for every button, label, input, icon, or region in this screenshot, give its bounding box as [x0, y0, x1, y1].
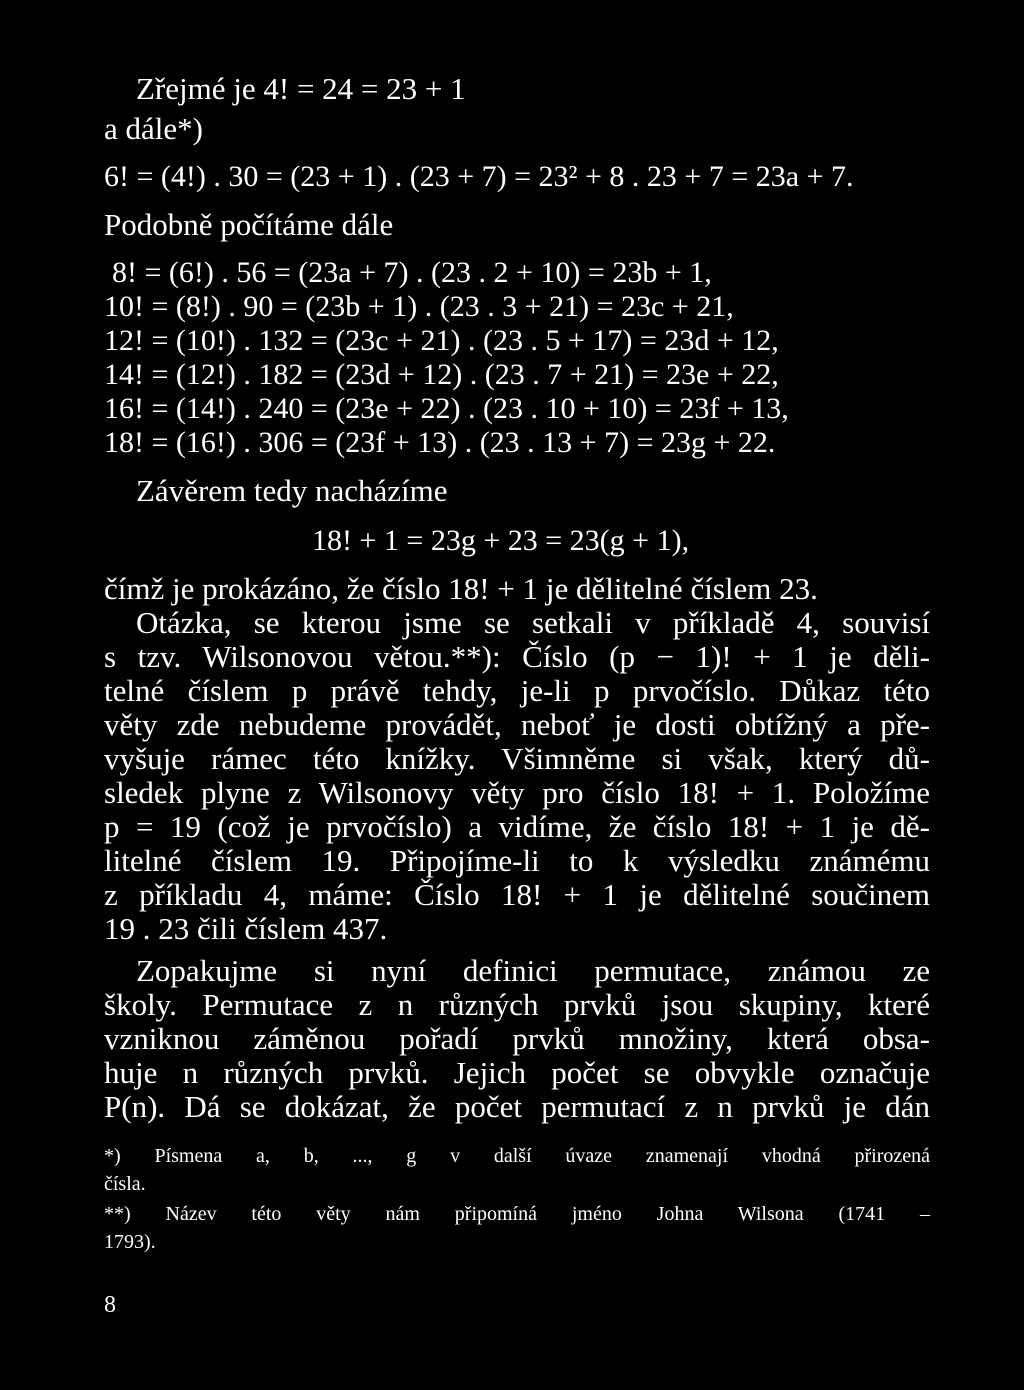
footnote-1: *) Písmena a, b, ..., g v další úvaze znamenají vhodná přirozená — [104, 1145, 930, 1167]
text-line-1: Zřejmé je 4! = 24 = 23 + 1 — [136, 71, 466, 106]
formula-6-factorial: 6! = (4!) . 30 = (23 + 1) . (23 + 7) = 23² + 8 . 23 + 7 = 23a + 7. — [104, 160, 854, 193]
text-line-21: litelné číslem 19. Připojíme-li to k výsledku známému — [104, 843, 930, 878]
text-line-16: telné číslem p právě tehdy, je-li p prvočíslo. Důkaz této — [104, 673, 930, 708]
text-line-19: sledek plyne z Wilsonovy věty pro číslo 18! + 1. Položíme — [104, 775, 930, 810]
text-line-4: Podobně počítáme dále — [104, 207, 394, 242]
text-line-18: vyšuje rámec této knížky. Všimněme si však, který dů- — [104, 741, 930, 776]
text-line-28: P(n). Dá se dokázat, že počet permutací z n prvků je dán — [104, 1089, 930, 1124]
formula-conclusion: 18! + 1 = 23g + 23 = 23(g + 1), — [312, 524, 690, 557]
formula-12-factorial: 12! = (10!) . 132 = (23c + 21) . (23 . 5 + 17) = 23d + 12, — [104, 324, 779, 357]
footnote-2-continued: 1793). — [104, 1231, 156, 1253]
text-line-23: 19 . 23 čili číslem 437. — [104, 911, 388, 946]
text-line-26: vzniknou záměnou pořadí prvků množiny, která obsa- — [104, 1021, 930, 1056]
formula-10-factorial: 10! = (8!) . 90 = (23b + 1) . (23 . 3 + 21) = 23c + 21, — [104, 290, 734, 323]
footnote-2: **) Název této věty nám připomíná jméno Johna Wilsona (1741 – — [104, 1203, 930, 1225]
formula-18-factorial: 18! = (16!) . 306 = (23f + 13) . (23 . 13 + 7) = 23g + 22. — [104, 426, 776, 459]
text-line-14: Otázka, se kterou jsme se setkali v příkladě 4, souvisí — [136, 605, 930, 640]
text-line-11: Závěrem tedy nacházíme — [136, 473, 448, 508]
footnote-1-continued: čísla. — [104, 1173, 146, 1195]
formula-14-factorial: 14! = (12!) . 182 = (23d + 12) . (23 . 7 + 21) = 23e + 22, — [104, 358, 779, 391]
text-line-17: věty zde nebudeme provádět, neboť je dosti obtížný a pře- — [104, 707, 930, 742]
text-line-20: p = 19 (což je prvočíslo) a vidíme, že číslo 18! + 1 je dě- — [104, 809, 930, 844]
text-line-27: huje n různých prvků. Jejich počet se obvykle označuje — [104, 1055, 930, 1090]
formula-16-factorial: 16! = (14!) . 240 = (23e + 22) . (23 . 10 + 10) = 23f + 13, — [104, 392, 789, 425]
formula-8-factorial: 8! = (6!) . 56 = (23a + 7) . (23 . 2 + 10) = 23b + 1, — [112, 256, 712, 289]
text-line-25: školy. Permutace z n různých prvků jsou skupiny, které — [104, 987, 930, 1022]
text-line-13: čímž je prokázáno, že číslo 18! + 1 je dělitelné číslem 23. — [104, 571, 818, 606]
text-line-24: Zopakujme si nyní definici permutace, známou ze — [136, 953, 930, 988]
text-line-2: a dále*) — [104, 111, 203, 146]
page-number: 8 — [104, 1292, 116, 1318]
text-line-22: z příkladu 4, máme: Číslo 18! + 1 je dělitelné součinem — [104, 877, 930, 912]
text-line-15: s tzv. Wilsonovou větou.**): Číslo (p − 1)! + 1 je děli- — [104, 639, 930, 674]
